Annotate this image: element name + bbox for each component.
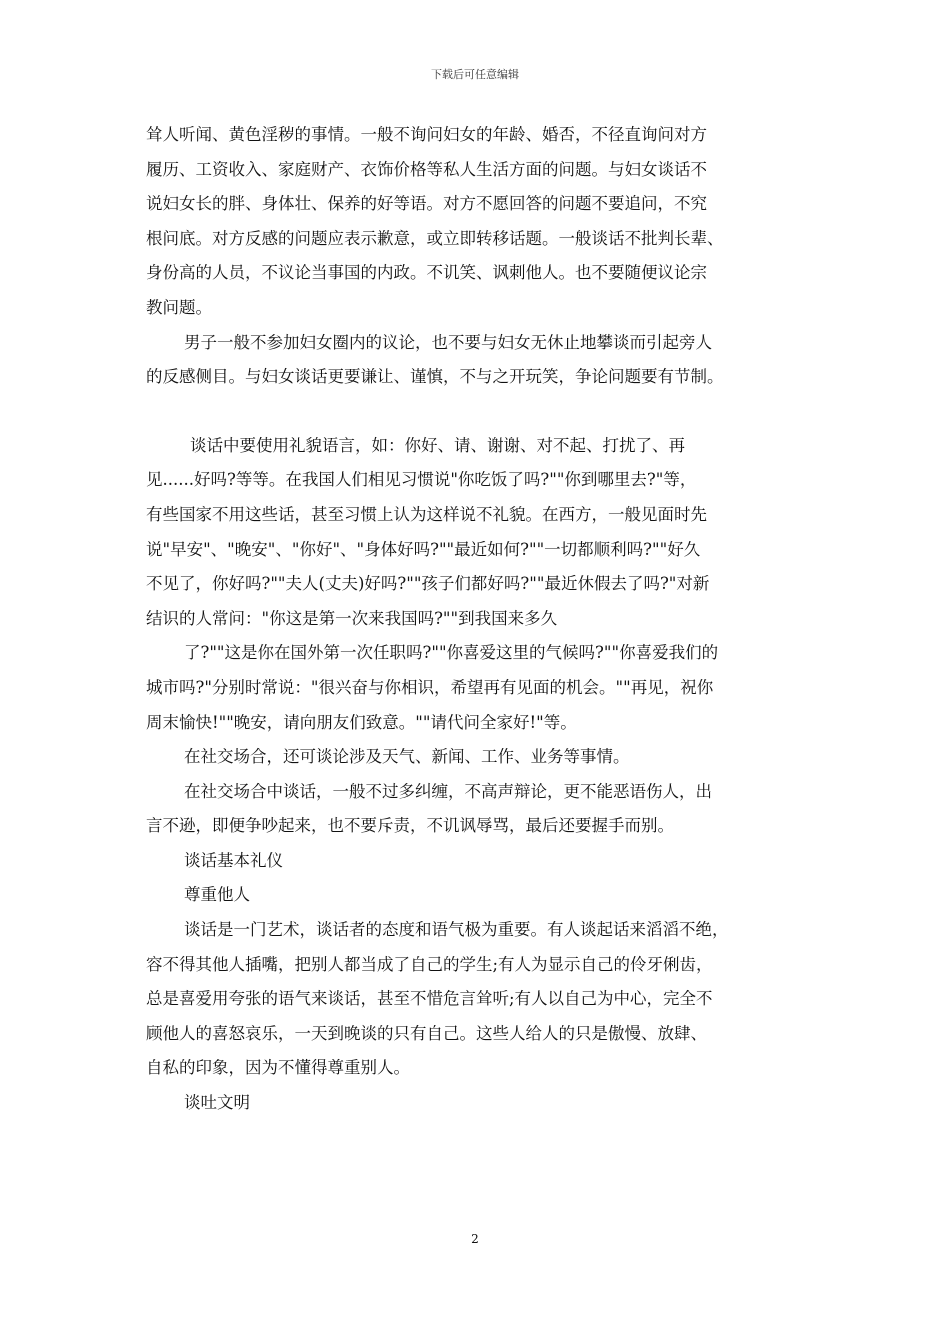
- text-line: 了?""这是你在国外第一次任职吗?""你喜爱这里的气候吗?""你喜爱我们的: [184, 643, 719, 663]
- subsection-heading: 谈吐文明: [184, 1093, 250, 1113]
- page-number: 2: [471, 1232, 479, 1246]
- text-line: 耸人听闻、黄色淫秽的事情。一般不询问妇女的年龄、婚否，不径直询问对方: [146, 125, 707, 144]
- text-line: 在社交场合，还可谈论涉及天气、新闻、工作、业务等事情。: [184, 747, 630, 767]
- text-line: 有些国家不用这些话，甚至习惯上认为这样说不礼貌。在西方，一般见面时先: [146, 504, 707, 524]
- text-line: 周末愉快!""晚安，请向朋友们致意。""请代问全家好!"等。: [146, 712, 577, 732]
- text-line: 教问题。: [146, 297, 212, 317]
- text-line: 的反感侧目。与妇女谈话更要谦让、谨慎，不与之开玩笑，争论问题要有节制。: [146, 367, 724, 387]
- text-line: 履历、工资收入、家庭财产、衣饰价格等私人生活方面的问题。与妇女谈话不: [146, 159, 707, 179]
- text-line: 谈话是一门艺术，谈话者的态度和语气极为重要。有人谈起话来滔滔不绝，: [184, 920, 729, 940]
- text-line: 言不逊，即便争吵起来，也不要斥责，不讥讽辱骂，最后还要握手而别。: [146, 816, 674, 836]
- paragraph-gap: [146, 395, 810, 429]
- subsection-heading: 尊重他人: [184, 885, 250, 905]
- document-body: [146, 118, 810, 1121]
- text-line: 见......好吗?等等。在我国人们相见习惯说"你吃饭了吗?""你到哪里去?"等，: [146, 470, 697, 490]
- text-line: 根问底。对方反感的问题应表示歉意，或立即转移话题。一般谈话不批判长辈、: [146, 228, 724, 248]
- text-line: 自私的印象，因为不懂得尊重别人。: [146, 1058, 410, 1078]
- text-line: 顾他人的喜怒哀乐，一天到晚谈的只有自己。这些人给人的只是傲慢、放肆、: [146, 1023, 707, 1043]
- text-line: 不见了，你好吗?""夫人(丈夫)好吗?""孩子们都好吗?""最近休假去了吗?"对新: [146, 574, 710, 594]
- text-line: 容不得其他人插嘴，把别人都当成了自己的学生;有人为显示自己的伶牙俐齿，: [146, 954, 713, 974]
- text-line: 城市吗?"分别时常说："很兴奋与你相识，希望再有见面的机会。""再见，祝你: [146, 677, 714, 697]
- page-header: 下载后可任意编辑: [431, 68, 519, 81]
- text-line: 说妇女长的胖、身体壮、保养的好等语。对方不愿回答的问题不要追问，不究: [146, 194, 707, 214]
- text-line: 说"早安"、"晚安"、"你好"、"身体好吗?""最近如何?""一切都顺利吗?""好久: [146, 539, 701, 559]
- text-line: 结识的人常问："你这是第一次来我国吗?""到我国来多久: [146, 608, 558, 628]
- section-heading: 谈话基本礼仪: [184, 850, 283, 870]
- text-line: 总是喜爱用夸张的语气来谈话，甚至不惜危言耸听;有人以自己为中心，完全不: [146, 989, 713, 1009]
- text-line: 男子一般不参加妇女圈内的议论，也不要与妇女无休止地攀谈而引起旁人: [184, 332, 712, 352]
- text-line: 谈话中要使用礼貌语言，如：你好、请、谢谢、对不起、打扰了、再: [190, 435, 685, 455]
- text-line: 在社交场合中谈话，一般不过多纠缠，不高声辩论，更不能恶语伤人，出: [184, 781, 712, 801]
- text-line: 身份高的人员，不议论当事国的内政。不讥笑、讽刺他人。也不要随便议论宗: [146, 263, 707, 283]
